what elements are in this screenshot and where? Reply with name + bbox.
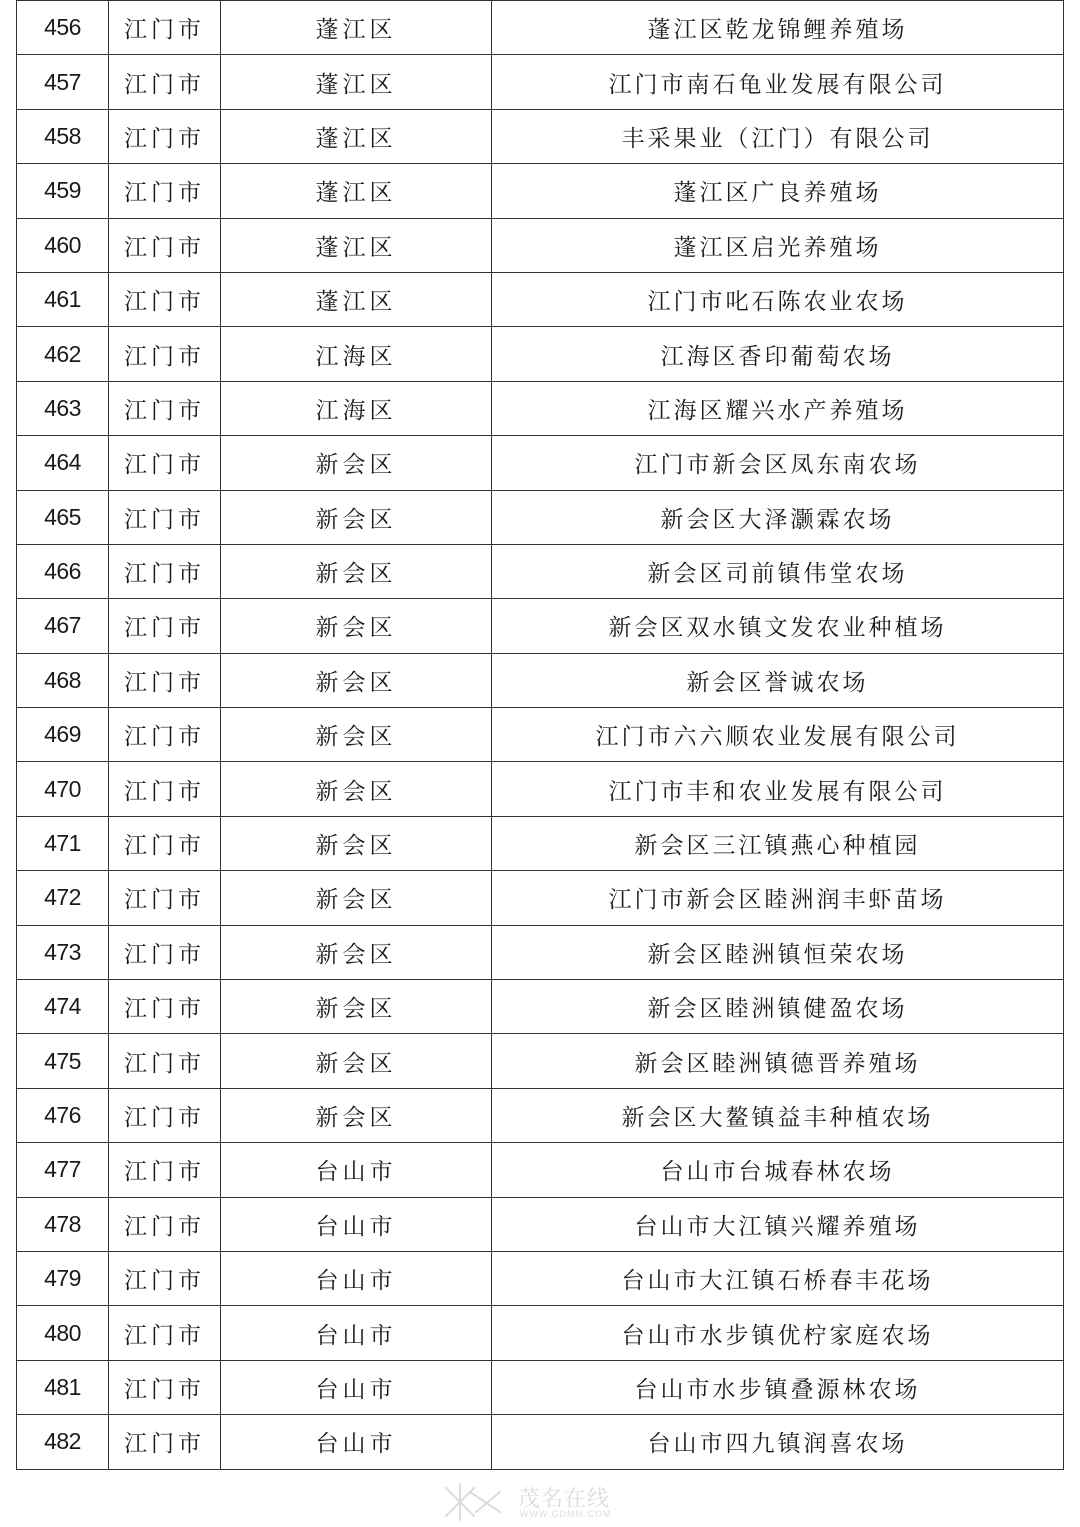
entity-name-cell: 江海区香印葡萄农场 bbox=[492, 327, 1064, 381]
city-cell: 江门市 bbox=[109, 490, 221, 544]
entity-name-cell: 台山市大江镇兴耀养殖场 bbox=[492, 1197, 1064, 1251]
entity-name-cell: 丰采果业（江门）有限公司 bbox=[492, 109, 1064, 163]
district-cell: 台山市 bbox=[221, 1143, 492, 1197]
row-number-cell: 470 bbox=[17, 762, 109, 816]
entity-name-cell: 新会区大鳌镇益丰种植农场 bbox=[492, 1088, 1064, 1142]
city-cell: 江门市 bbox=[109, 218, 221, 272]
entity-name-cell: 新会区司前镇伟堂农场 bbox=[492, 544, 1064, 598]
row-number-cell: 482 bbox=[17, 1415, 109, 1469]
row-number-cell: 476 bbox=[17, 1088, 109, 1142]
table-row bbox=[17, 708, 1064, 762]
row-number-cell: 474 bbox=[17, 980, 109, 1034]
city-cell: 江门市 bbox=[109, 1306, 221, 1360]
entity-name-cell: 江门市叱石陈农业农场 bbox=[492, 272, 1064, 326]
city-cell: 江门市 bbox=[109, 599, 221, 653]
site-watermark bbox=[440, 1482, 650, 1522]
table-row bbox=[17, 871, 1064, 925]
district-cell: 新会区 bbox=[221, 1034, 492, 1088]
city-cell: 江门市 bbox=[109, 1360, 221, 1414]
table-row bbox=[17, 1306, 1064, 1360]
row-number-cell: 466 bbox=[17, 544, 109, 598]
table-row bbox=[17, 1, 1064, 55]
district-cell: 新会区 bbox=[221, 708, 492, 762]
district-cell: 新会区 bbox=[221, 925, 492, 979]
entity-name-cell: 台山市大江镇石桥春丰花场 bbox=[492, 1251, 1064, 1305]
table-row bbox=[17, 599, 1064, 653]
table-row bbox=[17, 980, 1064, 1034]
district-cell: 新会区 bbox=[221, 490, 492, 544]
entity-name-cell: 江门市新会区凤东南农场 bbox=[492, 436, 1064, 490]
row-number-cell: 460 bbox=[17, 218, 109, 272]
entity-name-cell: 新会区誉诚农场 bbox=[492, 653, 1064, 707]
row-number-cell: 481 bbox=[17, 1360, 109, 1414]
city-cell: 江门市 bbox=[109, 1088, 221, 1142]
district-cell: 新会区 bbox=[221, 1088, 492, 1142]
city-cell: 江门市 bbox=[109, 1415, 221, 1469]
city-cell: 江门市 bbox=[109, 109, 221, 163]
city-cell: 江门市 bbox=[109, 1197, 221, 1251]
entity-name-cell: 江门市丰和农业发展有限公司 bbox=[492, 762, 1064, 816]
row-number-cell: 468 bbox=[17, 653, 109, 707]
row-number-cell: 463 bbox=[17, 381, 109, 435]
table-row bbox=[17, 436, 1064, 490]
row-number-cell: 473 bbox=[17, 925, 109, 979]
entity-name-cell: 江门市新会区睦洲润丰虾苗场 bbox=[492, 871, 1064, 925]
roster-table-body bbox=[17, 1, 1064, 1470]
table-row bbox=[17, 327, 1064, 381]
table-row bbox=[17, 816, 1064, 870]
district-cell: 新会区 bbox=[221, 653, 492, 707]
table-row bbox=[17, 1360, 1064, 1414]
entity-name-cell: 江海区耀兴水产养殖场 bbox=[492, 381, 1064, 435]
city-cell: 江门市 bbox=[109, 1034, 221, 1088]
table-row bbox=[17, 1143, 1064, 1197]
row-number-cell: 456 bbox=[17, 1, 109, 55]
row-number-cell: 469 bbox=[17, 708, 109, 762]
entity-name-cell: 蓬江区启光养殖场 bbox=[492, 218, 1064, 272]
row-number-cell: 479 bbox=[17, 1251, 109, 1305]
district-cell: 蓬江区 bbox=[221, 272, 492, 326]
district-cell: 蓬江区 bbox=[221, 164, 492, 218]
watermark-text: 茂名在线 bbox=[518, 1487, 611, 1512]
city-cell: 江门市 bbox=[109, 1, 221, 55]
entity-name-cell: 台山市水步镇优柠家庭农场 bbox=[492, 1306, 1064, 1360]
row-number-cell: 475 bbox=[17, 1034, 109, 1088]
district-cell: 江海区 bbox=[221, 327, 492, 381]
row-number-cell: 461 bbox=[17, 272, 109, 326]
table-row bbox=[17, 490, 1064, 544]
entity-name-cell: 蓬江区广良养殖场 bbox=[492, 164, 1064, 218]
district-cell: 蓬江区 bbox=[221, 55, 492, 109]
watermark-url: WWW.GDMM.COM bbox=[520, 1509, 612, 1519]
entity-name-cell: 新会区三江镇燕心种植园 bbox=[492, 816, 1064, 870]
row-number-cell: 467 bbox=[17, 599, 109, 653]
city-cell: 江门市 bbox=[109, 164, 221, 218]
city-cell: 江门市 bbox=[109, 816, 221, 870]
entity-name-cell: 新会区大泽灏霖农场 bbox=[492, 490, 1064, 544]
city-cell: 江门市 bbox=[109, 1251, 221, 1305]
entity-name-cell: 台山市水步镇叠源林农场 bbox=[492, 1360, 1064, 1414]
district-cell: 新会区 bbox=[221, 544, 492, 598]
district-cell: 新会区 bbox=[221, 599, 492, 653]
table-row bbox=[17, 544, 1064, 598]
row-number-cell: 478 bbox=[17, 1197, 109, 1251]
table-row bbox=[17, 109, 1064, 163]
district-cell: 新会区 bbox=[221, 762, 492, 816]
table-row bbox=[17, 218, 1064, 272]
row-number-cell: 459 bbox=[17, 164, 109, 218]
table-row bbox=[17, 164, 1064, 218]
district-cell: 蓬江区 bbox=[221, 1, 492, 55]
city-cell: 江门市 bbox=[109, 272, 221, 326]
table-row bbox=[17, 381, 1064, 435]
table-row bbox=[17, 1034, 1064, 1088]
city-cell: 江门市 bbox=[109, 653, 221, 707]
district-cell: 蓬江区 bbox=[221, 218, 492, 272]
district-cell: 新会区 bbox=[221, 436, 492, 490]
table-row bbox=[17, 1088, 1064, 1142]
row-number-cell: 457 bbox=[17, 55, 109, 109]
city-cell: 江门市 bbox=[109, 980, 221, 1034]
city-cell: 江门市 bbox=[109, 871, 221, 925]
city-cell: 江门市 bbox=[109, 708, 221, 762]
entity-name-cell: 新会区睦洲镇健盈农场 bbox=[492, 980, 1064, 1034]
row-number-cell: 472 bbox=[17, 871, 109, 925]
district-cell: 台山市 bbox=[221, 1251, 492, 1305]
row-number-cell: 480 bbox=[17, 1306, 109, 1360]
entity-name-cell: 江门市南石龟业发展有限公司 bbox=[492, 55, 1064, 109]
city-cell: 江门市 bbox=[109, 381, 221, 435]
row-number-cell: 464 bbox=[17, 436, 109, 490]
district-cell: 台山市 bbox=[221, 1306, 492, 1360]
table-row bbox=[17, 925, 1064, 979]
entity-name-cell: 台山市台城春林农场 bbox=[492, 1143, 1064, 1197]
entity-name-cell: 蓬江区乾龙锦鲤养殖场 bbox=[492, 1, 1064, 55]
city-cell: 江门市 bbox=[109, 436, 221, 490]
row-number-cell: 477 bbox=[17, 1143, 109, 1197]
district-cell: 新会区 bbox=[221, 980, 492, 1034]
table-row bbox=[17, 272, 1064, 326]
entity-name-cell: 新会区双水镇文发农业种植场 bbox=[492, 599, 1064, 653]
district-cell: 江海区 bbox=[221, 381, 492, 435]
city-cell: 江门市 bbox=[109, 55, 221, 109]
table-row bbox=[17, 653, 1064, 707]
district-cell: 台山市 bbox=[221, 1415, 492, 1469]
row-number-cell: 471 bbox=[17, 816, 109, 870]
district-cell: 台山市 bbox=[221, 1197, 492, 1251]
table-row bbox=[17, 55, 1064, 109]
table-row bbox=[17, 1197, 1064, 1251]
district-cell: 新会区 bbox=[221, 816, 492, 870]
city-cell: 江门市 bbox=[109, 1143, 221, 1197]
district-cell: 新会区 bbox=[221, 871, 492, 925]
entity-name-cell: 江门市六六顺农业发展有限公司 bbox=[492, 708, 1064, 762]
city-cell: 江门市 bbox=[109, 327, 221, 381]
district-cell: 蓬江区 bbox=[221, 109, 492, 163]
entity-name-cell: 新会区睦洲镇德晋养殖场 bbox=[492, 1034, 1064, 1088]
table-row bbox=[17, 1415, 1064, 1469]
city-cell: 江门市 bbox=[109, 544, 221, 598]
entity-name-cell: 新会区睦洲镇恒荣农场 bbox=[492, 925, 1064, 979]
row-number-cell: 462 bbox=[17, 327, 109, 381]
table-row bbox=[17, 1251, 1064, 1305]
row-number-cell: 458 bbox=[17, 109, 109, 163]
city-cell: 江门市 bbox=[109, 762, 221, 816]
row-number-cell: 465 bbox=[17, 490, 109, 544]
city-cell: 江门市 bbox=[109, 925, 221, 979]
district-cell: 台山市 bbox=[221, 1360, 492, 1414]
entity-name-cell: 台山市四九镇润喜农场 bbox=[492, 1415, 1064, 1469]
farm-roster-table bbox=[16, 0, 1064, 1470]
table-row bbox=[17, 762, 1064, 816]
